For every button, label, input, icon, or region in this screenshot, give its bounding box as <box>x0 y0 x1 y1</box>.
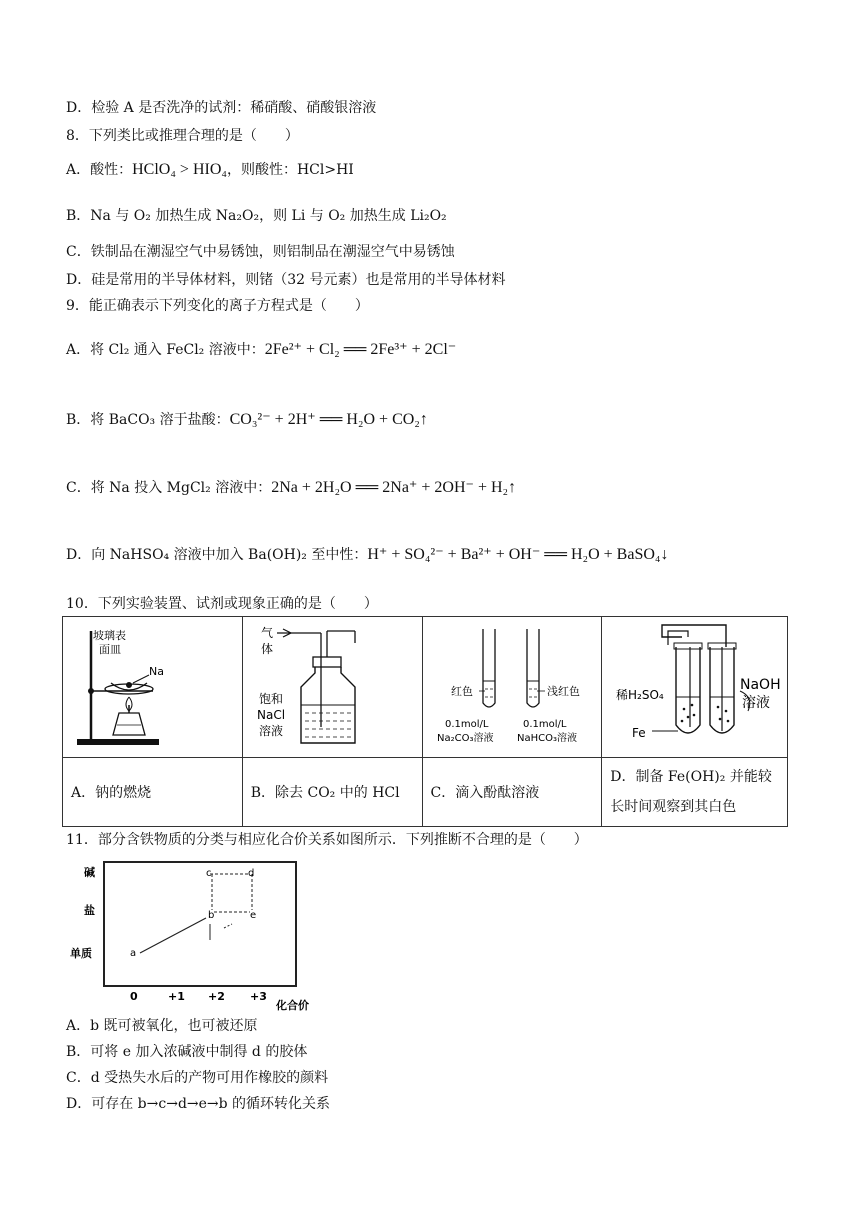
saturated-label: 饱和 <box>258 692 283 706</box>
q9-option-a <box>66 340 456 360</box>
point-b-label: b <box>208 910 215 921</box>
solution-label: 溶液 <box>258 724 283 738</box>
q8-stem: 8．下列类比或推理合理的是（ ） <box>66 128 299 144</box>
q9-option-a-equation: 2Fe²⁺ + Cl₂ ══ 2Fe³⁺ + 2Cl⁻ <box>264 341 457 358</box>
ferrous-hydroxide-apparatus <box>602 617 786 753</box>
gas-washing-bottle <box>243 617 421 753</box>
y-label-salt: 盐 <box>84 904 95 917</box>
q11-stem: 11．部分含铁物质的分类与相应化合价关系如图所示．下列推断不合理的是（ ） <box>66 832 588 848</box>
q9-option-d <box>66 545 668 565</box>
q11-option-d: D．可存在 b→c→d→e→b 的循环转化关系 <box>66 1096 331 1112</box>
point-c-label: c <box>206 868 212 879</box>
point-d-label: d <box>248 868 255 879</box>
q8-option-c: C．铁制品在潮湿空气中易锈蚀，则铝制品在潮湿空气中易锈蚀 <box>66 244 455 260</box>
x-axis-unit: 化合价 <box>276 999 309 1012</box>
y-label-element: 单质 <box>70 947 92 960</box>
q10-figure-a <box>63 617 243 758</box>
fe-label: Fe <box>632 726 646 740</box>
q10-caption-c: C．滴入酚酞溶液 <box>422 758 602 827</box>
q8-option-a-formula: HClO₄ > HIO₄ <box>132 161 227 178</box>
point-a-label: a <box>130 948 137 959</box>
q9-option-c <box>66 478 516 498</box>
point-e-label: e <box>250 910 257 921</box>
light-red-label: 浅红色 <box>546 685 580 698</box>
sodium-label: Na <box>149 665 164 678</box>
q9-option-d-equation: H⁺ + SO₄²⁻ + Ba²⁺ + OH⁻ ══ H₂O + BaSO₄↓ <box>367 546 669 563</box>
nahco3-label: NaHCO₃溶液 <box>516 733 577 744</box>
x-label-1: +1 <box>168 990 185 1003</box>
q8-option-a-prefix: A．酸性： <box>66 162 133 178</box>
q9-option-b <box>66 410 428 430</box>
red-label: 红色 <box>450 685 473 698</box>
na2co3-label: Na₂CO₃溶液 <box>436 733 493 744</box>
sodium-burning-apparatus <box>63 617 241 753</box>
q11-option-c: C．d 受热失水后的产物可用作橡胶的颜料 <box>66 1070 329 1086</box>
q9-option-b-prefix: B．将 BaCO₃ 溶于盐酸： <box>66 412 230 428</box>
q8-option-a-suffix: ，则酸性：HCl>HI <box>226 162 354 178</box>
y-label-base: 碱 <box>84 866 95 879</box>
gas-label-1: 气 <box>260 626 273 640</box>
watch-glass-label: 坡璃表 <box>93 629 126 642</box>
q10-caption-d-line1: D．制备 Fe(OH)₂ 并能较 <box>610 769 772 785</box>
q9-option-d-prefix: D．向 NaHSO₄ 溶液中加入 Ba(OH)₂ 至中性： <box>66 547 368 563</box>
naoh-label: NaOH <box>740 677 781 693</box>
phenolphthalein-test-tubes <box>423 617 601 753</box>
dilute-h2so4-label: 稀H₂SO₄ <box>616 688 664 702</box>
q9-option-c-prefix: C．将 Na 投入 MgCl₂ 溶液中： <box>66 480 272 496</box>
q9-stem: 9．能正确表示下列变化的离子方程式是（ ） <box>66 298 369 314</box>
q10-figure-table <box>62 616 788 827</box>
q11-option-a: A．b 既可被氧化，也可被还原 <box>66 1018 258 1034</box>
q8-option-a <box>66 160 354 180</box>
nacl-label: NaCl <box>256 708 285 722</box>
q10-caption-d-line2: 长时间观察到其白色 <box>610 799 737 815</box>
x-label-2: +2 <box>208 990 225 1003</box>
gas-label-2: 体 <box>260 642 273 656</box>
watch-glass-label-2: 面皿 <box>99 643 121 656</box>
q10-stem: 10．下列实验装置、试剂或现象正确的是（ ） <box>66 596 378 612</box>
conc-label-1: 0.1mol/L <box>444 719 488 730</box>
q9-option-b-equation: CO₃²⁻ + 2H⁺ ══ H₂O + CO₂↑ <box>229 411 428 428</box>
q10-figure-c <box>422 617 602 758</box>
naoh-solution-label: 溶液 <box>742 695 771 711</box>
x-label-3: +3 <box>250 990 267 1003</box>
q8-option-b: B．Na 与 O₂ 加热生成 Na₂O₂，则 Li 与 O₂ 加热生成 Li₂O₂ <box>66 208 447 224</box>
conc-label-2: 0.1mol/L <box>522 719 566 730</box>
iron-valence-chart <box>70 856 340 1014</box>
q10-caption-d <box>602 758 788 827</box>
q10-caption-a: A．钠的燃烧 <box>63 758 243 827</box>
x-label-0: 0 <box>130 990 138 1003</box>
q10-caption-b: B．除去 CO₂ 中的 HCl <box>242 758 422 827</box>
q9-option-c-equation: 2Na + 2H₂O ══ 2Na⁺ + 2OH⁻ + H₂↑ <box>271 479 517 496</box>
q10-figure-b <box>242 617 422 758</box>
q10-figure-d <box>602 617 788 758</box>
q7-option-d: D．检验 A 是否洗净的试剂：稀硝酸、硝酸银溶液 <box>66 100 377 116</box>
q9-option-a-prefix: A．将 Cl₂ 通入 FeCl₂ 溶液中： <box>66 342 265 358</box>
q8-option-d: D．硅是常用的半导体材料，则锗（32 号元素）也是常用的半导体材料 <box>66 272 506 288</box>
q11-option-b: B．可将 e 加入浓碱液中制得 d 的胶体 <box>66 1044 308 1060</box>
